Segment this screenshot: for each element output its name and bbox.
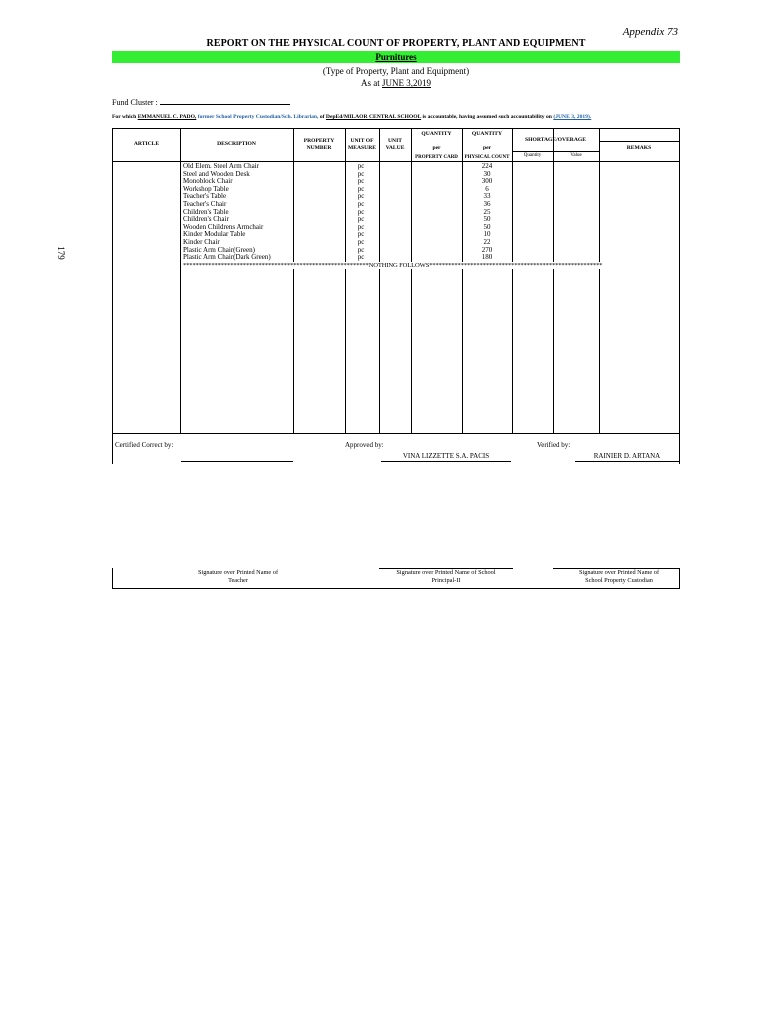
accountability-line <box>112 114 591 120</box>
fund-cluster-field[interactable] <box>160 97 290 105</box>
unit-cell: pc <box>357 237 365 246</box>
acc-name: EMMANUEL C. PADO, <box>137 114 197 120</box>
col-shortage: SHORTAGE/OVERAGE <box>525 137 586 143</box>
table-row: Teacher's Table <box>183 192 227 201</box>
unit-cell: pc <box>357 215 365 224</box>
signature-captions <box>112 568 680 589</box>
col-shortage-qty: Quantity <box>523 153 542 158</box>
certified-label: Certified Correct by: <box>115 441 174 449</box>
col-description: DESCRIPTION <box>217 141 256 147</box>
unit-cell: pc <box>357 245 365 254</box>
fund-cluster <box>112 97 290 107</box>
table-row: Children's Table <box>183 207 229 216</box>
approved-name: VINA LIZZETTE S.A. PACIS <box>402 452 490 460</box>
unit-cell: pc <box>357 199 365 208</box>
inventory-table <box>112 128 680 434</box>
verified-label: Verified by: <box>537 441 571 449</box>
as-at-prefix: As at <box>361 78 382 88</box>
table-row: Steel and Wooden Desk <box>183 169 250 178</box>
unit-cell: pc <box>357 230 365 239</box>
unit-cell: pc <box>357 253 365 262</box>
approved-signature-line <box>381 461 511 462</box>
as-at-date: JUNE 3,2019 <box>382 78 431 88</box>
qty-cell: 224 <box>481 162 493 170</box>
col-qty-phys-bot: PHYSICAL COUNT <box>464 155 510 160</box>
col-qty-phys-top: QUANTITY <box>471 131 503 137</box>
acc-school: DepEd/MILAOR CENTRAL SCHOOL <box>325 114 422 120</box>
col-unit-of-measure: UNIT OF MEASURE <box>348 138 376 151</box>
qty-cell: 270 <box>481 245 493 254</box>
unit-cell: pc <box>357 184 365 193</box>
qty-cell: 36 <box>483 199 491 208</box>
page-number: 179 <box>55 246 66 260</box>
qty-cell: 22 <box>483 237 491 246</box>
report-title: REPORT ON THE PHYSICAL COUNT OF PROPERTY, PLANT AND EQUIPMENT <box>206 38 586 49</box>
col-article: ARTICLE <box>133 141 160 147</box>
table-row: Children's Chair <box>183 215 229 224</box>
col-qty-card-mid: per <box>432 145 441 151</box>
col-remarks: REMAKS <box>626 145 652 151</box>
type-line: (Type of Property, Plant and Equipment) <box>322 66 470 76</box>
physical-count-list <box>465 163 509 262</box>
acc-of: of <box>319 114 325 120</box>
qty-cell: 33 <box>483 192 491 201</box>
custodian-caption: Signature over Printed Name of School Property Custodian <box>578 569 660 584</box>
table-row: Monoblock Chair <box>183 177 233 186</box>
table-row: Plastic Arm Chair(Green) <box>183 245 255 254</box>
table-row: Kinder Chair <box>183 237 220 246</box>
qty-cell: 300 <box>481 177 493 186</box>
qty-cell: 50 <box>483 222 491 231</box>
appendix-label: Appendix 73 <box>622 26 678 38</box>
teacher-caption: Signature over Printed Name of Teacher <box>197 569 279 584</box>
unit-cell: pc <box>357 177 365 186</box>
qty-cell: 6 <box>485 184 489 193</box>
qty-cell: 50 <box>483 215 491 224</box>
table-row: Wooden Childrens Armchair <box>183 222 264 231</box>
principal-caption: Signature over Printed Name of School Principal-II <box>396 569 496 584</box>
table-row: Plastic Arm Chair(Dark Green) <box>183 253 271 262</box>
verified-name: RAINIER D. ARTANA <box>593 452 661 460</box>
qty-cell: 30 <box>483 169 491 178</box>
col-qty-card-top: QUANTITY <box>421 131 452 137</box>
col-shortage-value: Value <box>570 153 582 158</box>
table-row: Old Elem. Steel Arm Chair <box>183 162 260 170</box>
unit-cell: pc <box>357 169 365 178</box>
qty-cell: 10 <box>483 230 491 239</box>
description-list <box>183 163 298 262</box>
qty-cell: 25 <box>483 207 491 216</box>
acc-prefix: For which <box>112 114 138 120</box>
col-qty-card-bot: PROPERTY CARD <box>415 155 458 160</box>
signature-block <box>112 434 680 464</box>
acc-date: (JUNE 3, 2019). <box>553 114 592 120</box>
category-banner: Purnitures <box>112 51 680 63</box>
fund-cluster-label: Fund Cluster : <box>112 98 158 107</box>
qty-cell: 180 <box>481 253 493 262</box>
table-row: Teacher's Chair <box>183 199 227 208</box>
unit-cell: pc <box>357 192 365 201</box>
as-at-line <box>112 78 680 88</box>
unit-cell: pc <box>357 162 365 170</box>
unit-cell: pc <box>357 207 365 216</box>
unit-list <box>345 163 377 262</box>
acc-suffix: is accountable, having assumed such accountability on <box>422 114 552 120</box>
acc-role: former School Property Custodian/Sch. Librarian, <box>197 114 319 120</box>
col-qty-phys-mid: per <box>482 145 492 151</box>
certified-signature-line[interactable] <box>181 461 293 462</box>
table-row: Kinder Modular Table <box>183 230 246 239</box>
nothing-follows: ***********************************************************NOTHING FOLLOWS******************************************************* <box>183 262 603 269</box>
verified-signature-line <box>575 461 679 462</box>
col-property-number: PROPERTY NUMBER <box>303 138 335 151</box>
col-unit-value: UNIT VALUE <box>385 138 405 151</box>
table-row: Workshop Table <box>183 184 229 193</box>
unit-cell: pc <box>357 222 365 231</box>
approved-label: Approved by: <box>345 441 384 449</box>
